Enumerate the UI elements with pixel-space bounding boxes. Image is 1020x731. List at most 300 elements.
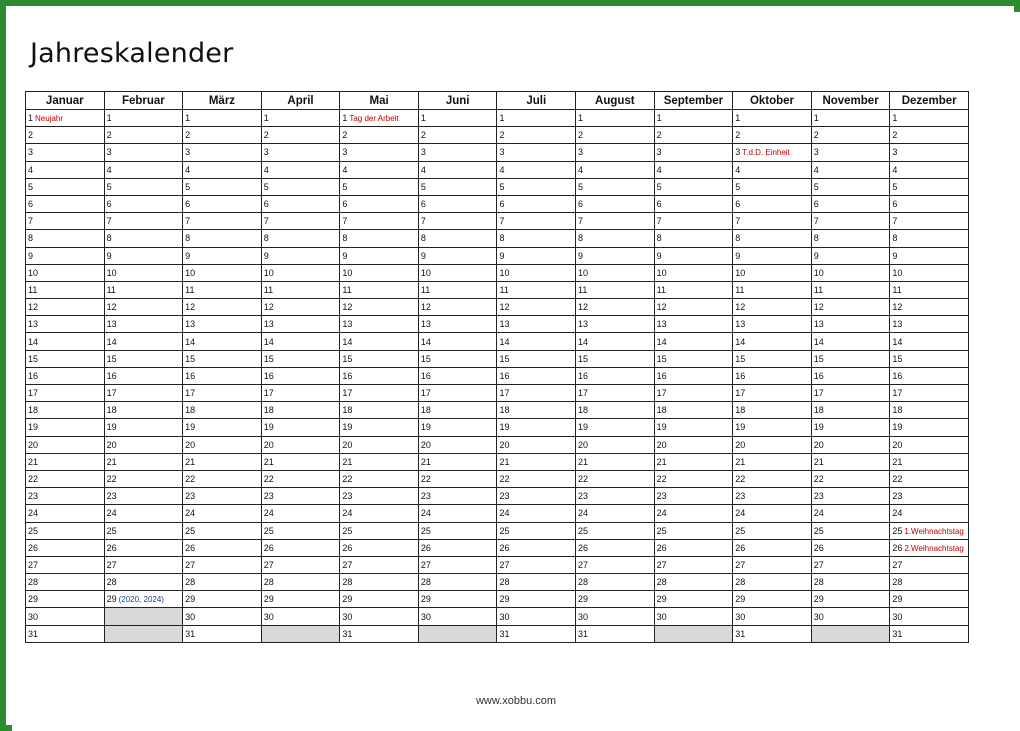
day-cell (576, 419, 655, 436)
day-cell (104, 522, 183, 539)
day-cell (654, 195, 733, 212)
day-row (26, 213, 969, 230)
day-cell (183, 195, 262, 212)
empty-day-cell (654, 625, 733, 642)
day-cell (497, 110, 576, 127)
day-number: 25 (185, 525, 196, 536)
day-number: 17 (342, 388, 353, 399)
day-number: 2 (578, 130, 584, 141)
day-number: 19 (342, 422, 353, 433)
day-number: 14 (420, 336, 431, 347)
day-cell (497, 367, 576, 384)
day-cell (811, 367, 890, 384)
month-header: Juli (497, 92, 576, 110)
day-number: 20 (735, 439, 746, 450)
day-cell (576, 264, 655, 281)
day-cell (576, 110, 655, 127)
day-number: 15 (420, 353, 431, 364)
day-cell (811, 316, 890, 333)
day-cell (26, 453, 105, 470)
day-number: 24 (420, 508, 431, 519)
day-cell (497, 505, 576, 522)
day-cell (183, 591, 262, 608)
day-cell (654, 488, 733, 505)
day-number: 11 (735, 284, 745, 295)
month-header: Juni (418, 92, 497, 110)
day-number: 26 (813, 542, 824, 553)
day-number: 26 (578, 542, 589, 553)
day-number: 29 (185, 594, 196, 605)
day-cell (497, 436, 576, 453)
day-cell (26, 539, 105, 556)
day-row (26, 127, 969, 144)
day-number: 18 (420, 405, 431, 416)
day-number: 20 (892, 439, 903, 450)
day-cell (26, 127, 105, 144)
day-number: 21 (185, 456, 196, 467)
day-cell (576, 316, 655, 333)
day-number: 3 (28, 147, 34, 158)
day-number: 15 (735, 353, 746, 364)
day-cell (497, 230, 576, 247)
day-cell (890, 299, 969, 316)
day-cell (497, 299, 576, 316)
day-number: 3 (185, 147, 191, 158)
day-number: 6 (499, 199, 505, 210)
day-cell (26, 436, 105, 453)
day-cell (26, 333, 105, 350)
day-number: 5 (263, 181, 269, 192)
day-number: 2 (735, 130, 741, 141)
day-number: 28 (735, 577, 746, 588)
day-number: 22 (813, 474, 824, 485)
day-cell (104, 230, 183, 247)
day-number: 15 (28, 353, 39, 364)
day-cell (654, 522, 733, 539)
day-cell (576, 247, 655, 264)
day-number: 12 (263, 302, 274, 313)
day-number: 8 (578, 233, 584, 244)
day-number: 26 (735, 542, 746, 553)
day-row (26, 264, 969, 281)
day-number: 17 (578, 388, 589, 399)
day-cell (261, 127, 340, 144)
day-number: 19 (106, 422, 117, 433)
day-cell (890, 625, 969, 642)
day-cell (340, 488, 419, 505)
day-number: 27 (106, 559, 117, 570)
day-cell (340, 436, 419, 453)
day-number: 23 (892, 491, 903, 502)
day-number: 20 (499, 439, 510, 450)
day-number: 2 (420, 130, 426, 141)
day-number: 8 (656, 233, 662, 244)
day-number: 13 (892, 319, 903, 330)
day-number: 21 (342, 456, 353, 467)
day-number: 17 (892, 388, 903, 399)
day-number: 6 (735, 199, 741, 210)
day-number: 11 (892, 284, 902, 295)
day-number: 22 (578, 474, 589, 485)
day-number: 13 (656, 319, 667, 330)
day-number: 3 (656, 147, 662, 158)
day-cell (418, 110, 497, 127)
day-cell (733, 281, 812, 298)
day-number: 3 (892, 147, 898, 158)
day-row (26, 247, 969, 264)
day-number: 28 (185, 577, 196, 588)
day-number: 6 (578, 199, 584, 210)
day-number: 2 (28, 130, 34, 141)
day-cell (26, 385, 105, 402)
day-number: 9 (263, 250, 269, 261)
day-cell (576, 385, 655, 402)
day-cell (261, 385, 340, 402)
day-number: 7 (185, 216, 191, 227)
day-number: 4 (578, 164, 584, 175)
day-number: 16 (106, 370, 117, 381)
day-number: 31 (28, 628, 39, 639)
day-cell (418, 539, 497, 556)
day-number: 5 (735, 181, 741, 192)
day-cell (261, 247, 340, 264)
day-cell (418, 299, 497, 316)
day-number: 6 (656, 199, 662, 210)
day-number: 19 (263, 422, 274, 433)
day-cell (418, 488, 497, 505)
day-number: 3 (263, 147, 269, 158)
day-cell (811, 470, 890, 487)
day-cell (104, 144, 183, 161)
day-cell (183, 281, 262, 298)
day-number: 23 (185, 491, 196, 502)
day-cell (576, 161, 655, 178)
day-number: 1 (185, 113, 191, 124)
day-row (26, 178, 969, 195)
day-cell (340, 556, 419, 573)
day-number: 14 (892, 336, 903, 347)
day-number: 20 (185, 439, 196, 450)
day-number: 30 (499, 611, 510, 622)
day-number: 26 (106, 542, 117, 553)
day-cell (418, 161, 497, 178)
day-number: 10 (578, 267, 589, 278)
day-number: 15 (892, 353, 903, 364)
day-number: 3 (106, 147, 112, 158)
day-cell (26, 178, 105, 195)
day-cell (654, 556, 733, 573)
day-number: 14 (735, 336, 746, 347)
day-cell (811, 161, 890, 178)
day-cell (183, 453, 262, 470)
day-number: 25 (420, 525, 431, 536)
day-cell (418, 281, 497, 298)
day-cell (654, 127, 733, 144)
day-cell (261, 488, 340, 505)
day-number: 23 (106, 491, 117, 502)
day-cell (576, 402, 655, 419)
day-number: 4 (106, 164, 112, 175)
day-cell (104, 161, 183, 178)
day-number: 29 (892, 594, 903, 605)
day-number: 19 (813, 422, 824, 433)
day-cell (261, 230, 340, 247)
day-cell (654, 470, 733, 487)
day-number: 12 (420, 302, 431, 313)
day-cell (576, 144, 655, 161)
day-cell (654, 230, 733, 247)
day-cell (104, 556, 183, 573)
day-cell (418, 316, 497, 333)
day-cell (811, 436, 890, 453)
day-number: 19 (656, 422, 667, 433)
day-number: 24 (892, 508, 903, 519)
day-number: 24 (735, 508, 746, 519)
day-cell (497, 385, 576, 402)
day-number: 18 (735, 405, 746, 416)
day-cell (261, 505, 340, 522)
day-cell (654, 574, 733, 591)
day-cell (733, 488, 812, 505)
day-number: 7 (578, 216, 584, 227)
day-cell (576, 178, 655, 195)
day-cell (340, 350, 419, 367)
day-number: 13 (813, 319, 824, 330)
day-number: 15 (106, 353, 117, 364)
day-number: 24 (263, 508, 274, 519)
day-cell (654, 281, 733, 298)
day-cell (890, 591, 969, 608)
day-cell (104, 385, 183, 402)
day-row (26, 110, 969, 127)
day-cell (183, 161, 262, 178)
day-number: 15 (499, 353, 510, 364)
day-number: 8 (185, 233, 191, 244)
day-cell (418, 178, 497, 195)
day-cell (104, 488, 183, 505)
day-number: 17 (656, 388, 667, 399)
day-number: 16 (892, 370, 903, 381)
day-number: 22 (263, 474, 274, 485)
day-row (26, 488, 969, 505)
day-number: 23 (420, 491, 431, 502)
day-cell (811, 522, 890, 539)
day-number: 17 (735, 388, 746, 399)
day-number: 27 (578, 559, 589, 570)
day-cell (104, 539, 183, 556)
day-number: 1 (342, 113, 348, 124)
day-number: 1 (735, 113, 741, 124)
day-number: 21 (106, 456, 117, 467)
day-cell (26, 213, 105, 230)
day-number: 12 (342, 302, 353, 313)
day-number: 29 (578, 594, 589, 605)
day-cell (418, 574, 497, 591)
day-number: 18 (578, 405, 589, 416)
day-cell (261, 281, 340, 298)
day-number: 12 (28, 302, 39, 313)
day-number: 13 (106, 319, 117, 330)
day-number: 19 (185, 422, 196, 433)
day-cell (340, 574, 419, 591)
day-cell (733, 161, 812, 178)
day-cell (811, 178, 890, 195)
day-number: 10 (656, 267, 667, 278)
day-row (26, 556, 969, 573)
day-cell (26, 402, 105, 419)
day-row (26, 385, 969, 402)
day-cell (576, 367, 655, 384)
day-number: 7 (813, 216, 819, 227)
day-number: 16 (499, 370, 510, 381)
day-cell (811, 539, 890, 556)
day-cell (183, 178, 262, 195)
day-cell (576, 470, 655, 487)
day-cell (340, 385, 419, 402)
day-number: 13 (499, 319, 510, 330)
day-cell (733, 247, 812, 264)
day-cell (733, 213, 812, 230)
day-cell (654, 178, 733, 195)
day-number: 30 (735, 611, 746, 622)
day-number: 28 (263, 577, 274, 588)
day-row (26, 161, 969, 178)
day-cell (340, 144, 419, 161)
day-number: 10 (185, 267, 196, 278)
day-cell (26, 195, 105, 212)
day-cell (340, 213, 419, 230)
day-number: 7 (735, 216, 741, 227)
day-cell (104, 367, 183, 384)
day-row (26, 144, 969, 161)
day-cell (733, 539, 812, 556)
day-cell (104, 350, 183, 367)
day-cell (104, 333, 183, 350)
day-number: 22 (342, 474, 353, 485)
day-cell (418, 385, 497, 402)
day-number: 21 (499, 456, 510, 467)
day-cell (811, 230, 890, 247)
day-number: 23 (28, 491, 39, 502)
day-cell (811, 195, 890, 212)
day-cell (811, 574, 890, 591)
day-cell (811, 281, 890, 298)
day-number: 10 (813, 267, 824, 278)
day-number: 28 (420, 577, 431, 588)
day-number: 5 (342, 181, 348, 192)
day-number: 15 (342, 353, 353, 364)
month-header: Dezember (890, 92, 969, 110)
day-cell (261, 110, 340, 127)
day-cell (654, 264, 733, 281)
day-number: 10 (106, 267, 117, 278)
day-number: 6 (813, 199, 819, 210)
day-cell (654, 505, 733, 522)
day-cell (576, 333, 655, 350)
day-cell (576, 453, 655, 470)
day-cell (418, 333, 497, 350)
day-number: 21 (813, 456, 824, 467)
day-cell (890, 488, 969, 505)
day-number: 4 (813, 164, 819, 175)
day-cell (418, 247, 497, 264)
calendar-page (12, 12, 1020, 731)
day-row (26, 316, 969, 333)
day-cell (654, 299, 733, 316)
day-number: 7 (28, 216, 34, 227)
day-cell (733, 299, 812, 316)
day-number: 28 (342, 577, 353, 588)
day-number: 28 (578, 577, 589, 588)
day-number: 17 (263, 388, 274, 399)
day-number: 16 (735, 370, 746, 381)
day-cell (340, 264, 419, 281)
day-cell (183, 144, 262, 161)
day-cell (497, 213, 576, 230)
day-number: 5 (28, 181, 34, 192)
day-number: 19 (499, 422, 510, 433)
day-cell (733, 316, 812, 333)
day-cell (26, 144, 105, 161)
day-number: 11 (106, 284, 116, 295)
month-header: September (654, 92, 733, 110)
day-number: 19 (892, 422, 903, 433)
day-number: 30 (420, 611, 431, 622)
day-cell (811, 350, 890, 367)
day-cell (497, 488, 576, 505)
day-cell (497, 539, 576, 556)
day-cell (890, 316, 969, 333)
day-cell (811, 264, 890, 281)
day-cell (183, 488, 262, 505)
day-number: 27 (263, 559, 274, 570)
day-number: 15 (656, 353, 667, 364)
day-cell (340, 608, 419, 625)
day-cell (654, 110, 733, 127)
year-calendar-table (25, 91, 969, 643)
day-number: 9 (813, 250, 819, 261)
day-cell (104, 419, 183, 436)
day-cell (104, 299, 183, 316)
day-number: 1 (656, 113, 662, 124)
day-number: 5 (499, 181, 505, 192)
day-number: 9 (578, 250, 584, 261)
day-number: 29 (106, 594, 117, 605)
day-cell (183, 213, 262, 230)
day-number: 16 (185, 370, 196, 381)
day-cell (576, 556, 655, 573)
day-number: 29 (499, 594, 510, 605)
day-number: 11 (578, 284, 588, 295)
day-number: 4 (185, 164, 191, 175)
day-cell (497, 608, 576, 625)
day-number: 18 (106, 405, 117, 416)
day-cell (654, 161, 733, 178)
day-number: 19 (578, 422, 589, 433)
day-number: 18 (342, 405, 353, 416)
day-cell (340, 281, 419, 298)
day-cell (576, 350, 655, 367)
day-cell (890, 470, 969, 487)
day-number: 22 (28, 474, 39, 485)
day-cell (26, 505, 105, 522)
day-cell (811, 213, 890, 230)
day-cell (654, 144, 733, 161)
day-cell (497, 264, 576, 281)
day-number: 8 (499, 233, 505, 244)
day-number: 14 (106, 336, 117, 347)
day-number: 23 (735, 491, 746, 502)
